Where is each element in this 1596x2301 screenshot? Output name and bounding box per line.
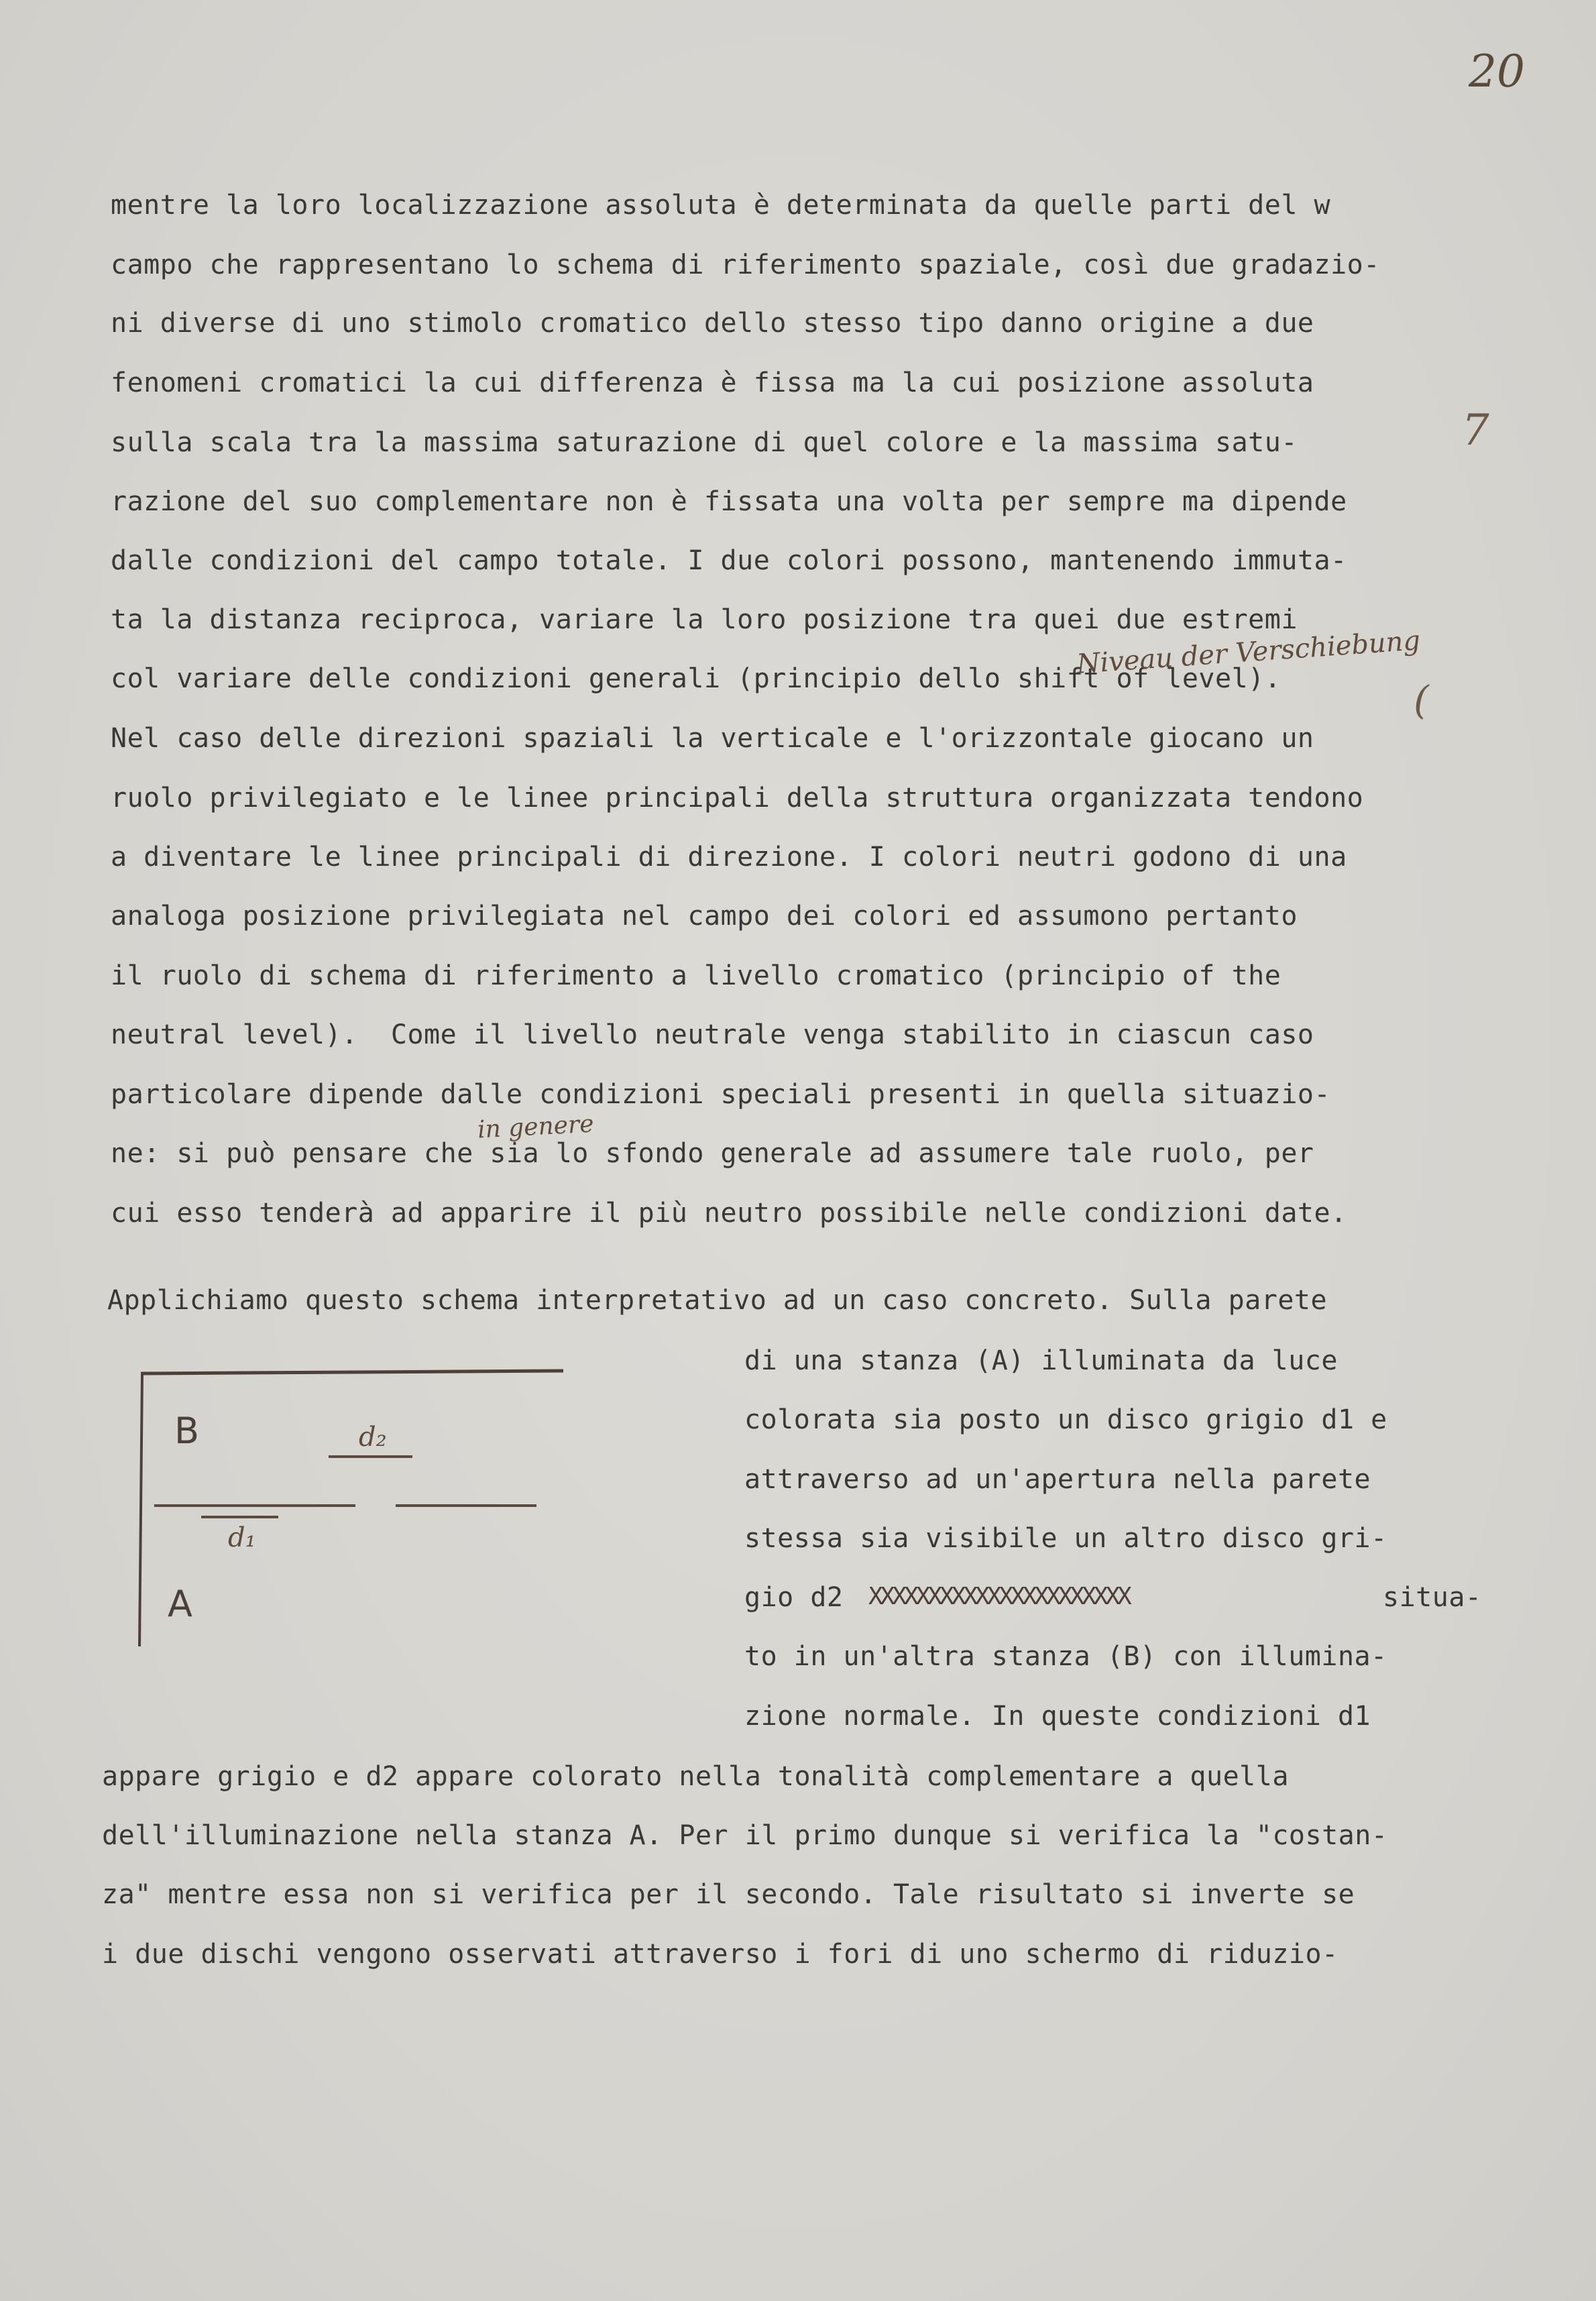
text-line: to in un'altra stanza (B) con illumina- (744, 1641, 1387, 1672)
text-line: i due dischi vengono osservati attraverso i fori di uno schermo di riduzio- (102, 1939, 1338, 1970)
text-line: analoga posizione privilegiata nel campo dei colori ed assumono pertanto (111, 901, 1298, 932)
text-line: col variare delle condizioni generali (principio dello shift of level). (111, 663, 1281, 694)
text-line: campo che rappresentano lo schema di riferimento spaziale, così due gradazio- (111, 249, 1380, 280)
handwritten-insertion: in genere (477, 1110, 595, 1144)
text-line: ta la distanza reciproca, variare la loro posizione tra quei due estremi (111, 604, 1298, 635)
margin-paren-mark: ( (1414, 677, 1429, 723)
text-line: ruolo privilegiato e le linee principali della struttura organizzata tendono (111, 783, 1364, 813)
text-line: di una stanza (A) illuminata da luce (744, 1345, 1338, 1376)
text-line: particolare dipende dalle condizioni speciali presenti in quella situazio- (111, 1079, 1331, 1110)
text-line: gio d2 (744, 1582, 844, 1613)
text-line: appare grigio e d2 appare colorato nella tonalità complementare a quella (102, 1761, 1289, 1792)
text-line: zione normale. In queste condizioni d1 (744, 1701, 1371, 1732)
text-line: sulla scala tra la massima saturazione di quel colore e la massima satu- (111, 427, 1298, 458)
text-line: Nel caso delle direzioni spaziali la verticale e l'orizzontale giocano un (111, 723, 1314, 754)
label-disk-d2: d₂ (359, 1422, 387, 1453)
text-line: dell'illuminazione nella stanza A. Per il primo dunque si verifica la "costan- (102, 1820, 1388, 1851)
room-diagram (127, 1361, 563, 1670)
text-line: stessa sia visibile un altro disco gri- (744, 1523, 1387, 1554)
text-line: mentre la loro localizzazione assoluta è determinata da quelle parti del w (111, 190, 1331, 221)
text-line: neutral level). Come il livello neutrale venga stabilito in ciascun caso (111, 1019, 1314, 1050)
text-line: cui esso tenderà ad apparire il più neutro possibile nelle condizioni date. (111, 1198, 1347, 1229)
page-number: 20 (1469, 46, 1525, 97)
text-line: il ruolo di schema di riferimento a livello cromatico (principio of the (111, 960, 1281, 991)
margin-mark: 7 (1462, 406, 1489, 455)
label-room-a: A (168, 1583, 192, 1625)
text-line: attraverso ad un'apertura nella parete (744, 1464, 1371, 1495)
text-line: za" mentre essa non si verifica per il secondo. Tale risultato si inverte se (102, 1879, 1355, 1910)
text-line: ne: si può pensare che sia lo sfondo generale ad assumere tale ruolo, per (111, 1138, 1314, 1169)
text-line: situa- (1383, 1582, 1482, 1613)
text-line: fenomeni cromatici la cui differenza è fissa ma la cui posizione assoluta (111, 368, 1314, 398)
text-line: colorata sia posto un disco grigio d1 e (744, 1404, 1387, 1435)
label-room-b: B (174, 1410, 200, 1452)
struck-out-text: XXXXXXXXXXXXXXXXXXXXXX (868, 1583, 1129, 1610)
label-disk-d1: d₁ (228, 1522, 256, 1553)
text-line: dalle condizioni del campo totale. I due colori possono, mantenendo immuta- (111, 545, 1347, 576)
text-line: ni diverse di uno stimolo cromatico dello stesso tipo danno origine a due (111, 308, 1314, 339)
handwritten-annotation: Niveau der Verschiebung (1076, 625, 1422, 680)
text-line: razione del suo complementare non è fissata una volta per sempre ma dipende (111, 486, 1347, 517)
text-line: Applichiamo questo schema interpretativo ad un caso concreto. Sulla parete (107, 1285, 1328, 1316)
text-line: a diventare le linee principali di direzione. I colori neutri godono di una (111, 842, 1347, 873)
